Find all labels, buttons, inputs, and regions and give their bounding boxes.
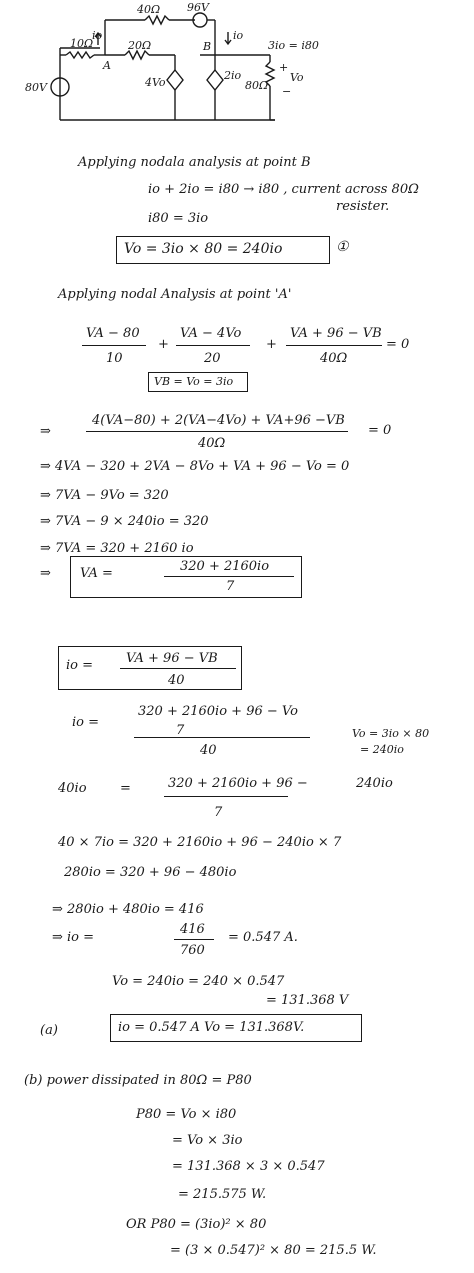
b-line-1: io + 2io = i80 → i80 , current across 80Ω [148,182,419,197]
label-r10: 10Ω [70,37,94,50]
io-line6-den: 760 [180,943,205,958]
label-vo: Vo [290,71,304,84]
label-80v: 80V [25,81,47,94]
io-box-lhs: io = [66,658,94,673]
frac2-num: VA − 4Vo [180,326,242,341]
io-line1-lhs: io = [72,715,100,730]
frac3-den: 40Ω [320,351,348,366]
power-line4: = 215.575 W. [178,1187,267,1202]
vo-equation: Vo = 3io × 80 = 240io [124,241,283,257]
va-lhs: VA = [80,566,113,581]
io-line1-mid: 7 [176,723,185,738]
answer-a: io = 0.547 A Vo = 131.368V. [118,1020,305,1035]
step5: ⇒ 7VA = 320 + 2160 io [40,541,194,556]
label-r80: 80Ω [245,79,269,92]
power-line2: = Vo × 3io [172,1133,243,1148]
io-line1-bar [134,737,310,738]
label-minus: − [282,85,292,98]
step1-bar [86,431,348,432]
power-line6: = (3 × 0.547)² × 80 = 215.5 W. [170,1243,377,1258]
frac3-num: VA + 96 − VB [290,326,382,341]
step1-den: 40Ω [198,436,226,451]
va-den: 7 [226,579,235,594]
label-io-top: io [92,29,103,42]
power-line5: OR P80 = (3io)² × 80 [126,1217,267,1232]
label-io-right: io [233,29,244,42]
frac3-bar [286,345,382,346]
io-line1-den: 40 [200,743,217,758]
io-box-bar [120,668,236,669]
label-i80: 3io = i80 [268,39,319,52]
power-line3: = 131.368 × 3 × 0.547 [172,1159,325,1174]
equation-number: ① [336,239,349,255]
label-4vo: 4Vo [145,76,166,89]
label-2io: 2io [224,69,242,82]
b-line-1b: resister. [336,199,390,214]
va-bar [164,576,294,577]
plus-2: + [266,337,277,352]
io-box-den: 40 [168,673,185,688]
io-line2-rhs: 240io [356,776,393,791]
io-line6-lhs: ⇒ io = [52,930,95,945]
arrow-2: ⇒ [40,566,51,581]
frac1-num: VA − 80 [86,326,140,341]
side-note-1: Vo = 3io × 80 [352,727,430,740]
section-a-heading: Applying nodal Analysis at point 'A' [58,287,292,302]
b-line-2: i80 = 3io [148,211,209,226]
step4: ⇒ 7VA − 9 × 240io = 320 [40,514,209,529]
io-line6-bar [174,939,214,940]
io-line2-lhs: 40io [58,781,87,796]
frac1-bar [82,345,146,346]
power-heading: (b) power dissipated in 80Ω = P80 [24,1073,252,1088]
power-line1: P80 = Vo × i80 [136,1107,237,1122]
circuit-diagram [0,0,474,130]
io-box-num: VA + 96 − VB [126,651,218,666]
io-line2-bar [164,796,288,797]
step2: ⇒ 4VA − 320 + 2VA − 8Vo + VA + 96 − Vo = 0 [40,459,350,474]
label-node-b: B [203,40,212,53]
plus-1: + [158,337,169,352]
arrow-1: ⇒ [40,424,51,439]
frac1-den: 10 [106,351,123,366]
io-line4: 280io = 320 + 96 − 480io [64,865,237,880]
label-plus: + [279,61,289,74]
frac2-den: 20 [204,351,221,366]
io-line6-rhs: = 0.547 A. [228,930,298,945]
vo-line: Vo = 240io = 240 × 0.547 [112,974,285,989]
eq-zero: = 0 [386,337,410,352]
label-r20: 20Ω [128,39,152,52]
vo-result: = 131.368 V [266,993,349,1008]
io-line2-den: 7 [214,805,223,820]
io-line5: ⇒ 280io + 480io = 416 [52,902,204,917]
side-note-2: = 240io [360,743,404,756]
io-line6-num: 416 [180,922,205,937]
label-r40: 40Ω [137,3,161,16]
section-b-heading: Applying nodala analysis at point B [78,155,311,170]
step1-eq: = 0 [368,423,392,438]
io-line2-eq: = [120,781,131,796]
io-line3: 40 × 7io = 320 + 2160io + 96 − 240io × 7 [58,835,342,850]
io-line2-num: 320 + 2160io + 96 − [168,776,308,791]
label-node-a: A [103,59,111,72]
va-num: 320 + 2160io [180,559,270,574]
step3: ⇒ 7VA − 9Vo = 320 [40,488,169,503]
vb-equation: VB = Vo = 3io [154,375,234,388]
label-96v: 96V [187,1,209,14]
part-a-label: (a) [40,1023,58,1038]
frac2-bar [176,345,250,346]
io-line1-num: 320 + 2160io + 96 − Vo [138,704,298,719]
step1-num: 4(VA−80) + 2(VA−4Vo) + VA+96 −VB [92,413,345,428]
